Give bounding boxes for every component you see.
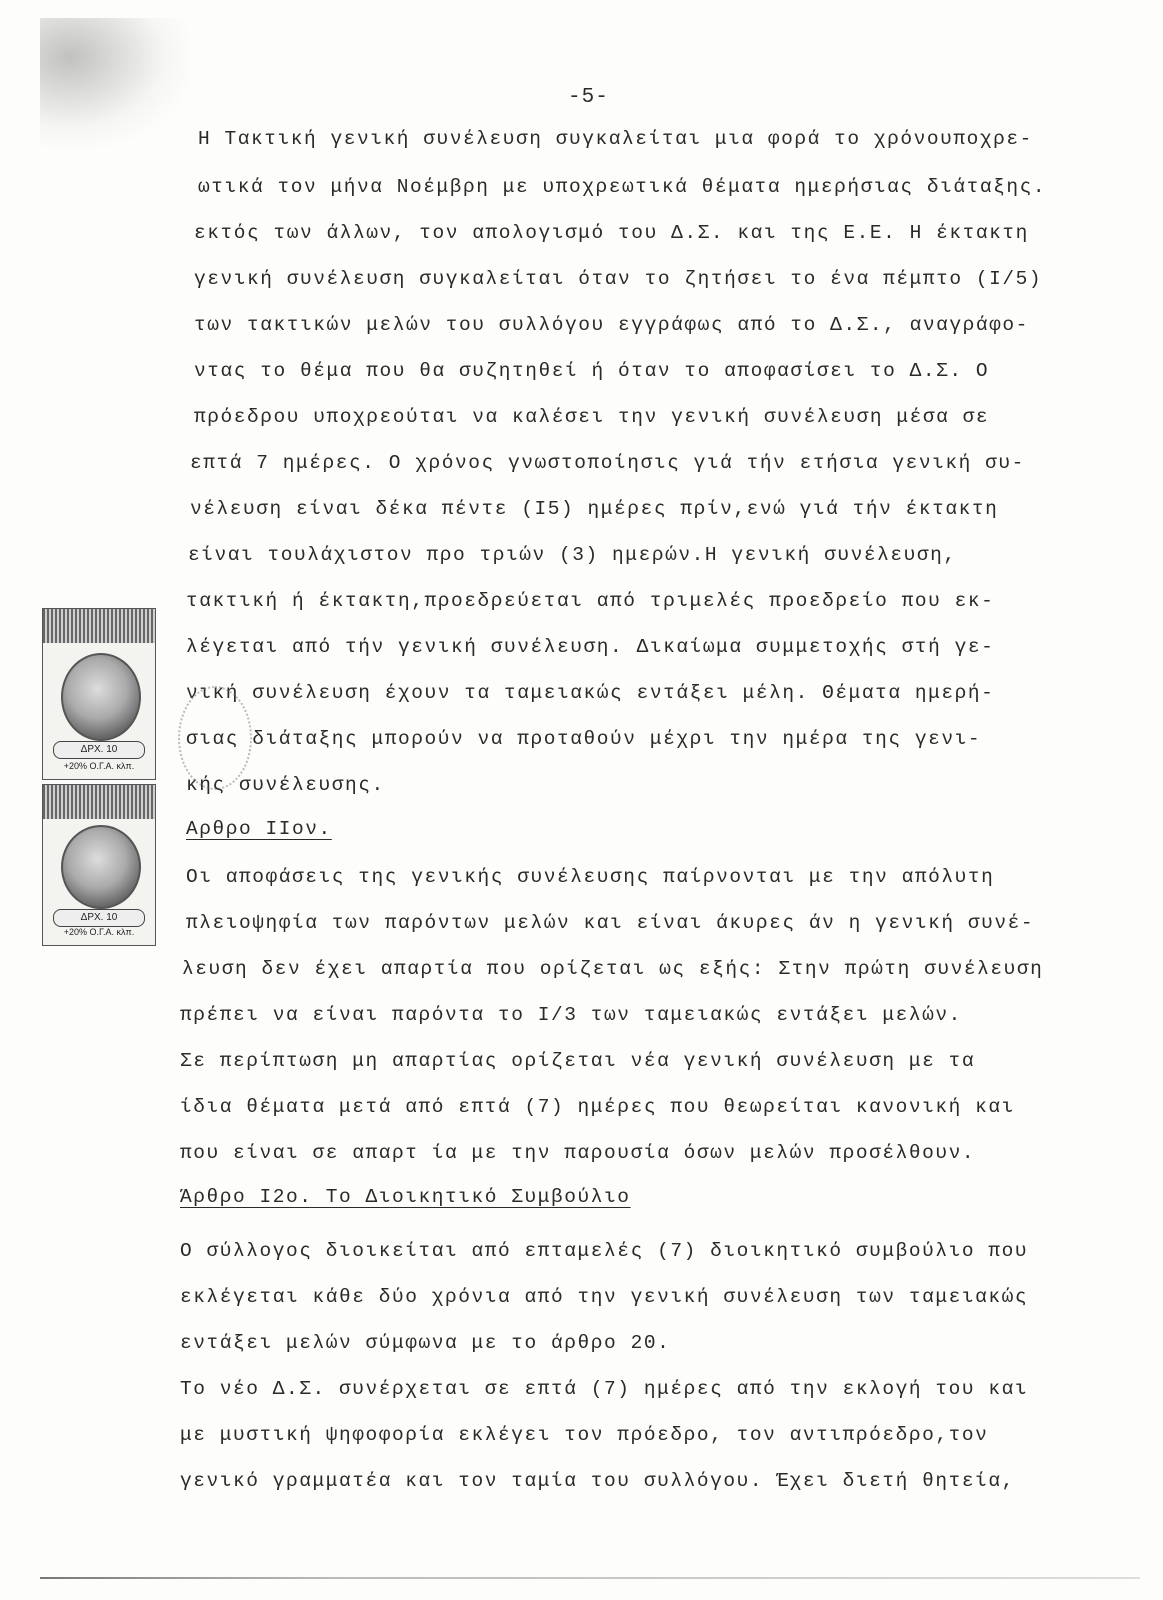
revenue-stamp-1 [42, 608, 156, 780]
text-line-27: εντάξει μελών σύμφωνα με το άρθρο 20. [180, 1332, 671, 1354]
stamp-header [43, 785, 155, 819]
text-line-17: Οι αποφάσεις της γενικής συνέλευσης παίρνονται με την απόλυτη [186, 866, 995, 888]
text-line-7: πρόεδρου υποχρεούται να καλέσει την γενική συνέλευση μέσα σε [194, 406, 990, 428]
text-line-15: κής συνέλευσης. [186, 774, 385, 796]
text-line-28: Το νέο Δ.Σ. συνέρχεται σε επτά (7) ημέρες από την εκλογή του και [180, 1378, 1029, 1400]
text-line-10: είναι τουλάχιστον προ τριών (3) ημερών.Η γενική συνέλευση, [188, 544, 957, 566]
stamp-value: ΔΡΧ. 10 [53, 741, 145, 759]
text-line-9: νέλευση είναι δέκα πέντε (Ι5) ημέρες πρίν,ενώ γιά τήν έκτακτη [190, 498, 999, 520]
article-12-heading: Άρθρο Ι2ο. Το Διοικητικό Συμβούλιο [180, 1186, 631, 1208]
text-line-19: λευση δεν έχει απαρτία που ορίζεται ως εξής: Στην πρώτη συνέλευση [182, 958, 1044, 980]
stamp-portrait [61, 653, 141, 741]
revenue-stamp-2 [42, 784, 156, 946]
stamp-note: +20% Ο.Γ.Α. κλπ. [63, 927, 135, 937]
text-line-8: επτά 7 ημέρες. Ο χρόνος γνωστοποίησις γιά τήν ετήσια γενική συ- [190, 452, 1025, 474]
article-11-heading: Αρθρο ΙΙον. [186, 818, 332, 840]
text-line-14: σιας διάταξης μπορούν να προταθούν μέχρι την ημέρα της γενι- [186, 728, 982, 750]
scan-shadow [40, 18, 190, 148]
text-line-22: ίδια θέματα μετά από επτά (7) ημέρες που θεωρείται κανονική και [180, 1096, 1015, 1118]
text-line-2: ωτικά τον μήνα Νοέμβρη με υποχρεωτικά θέματα ημερήσιας διάταξης. [198, 176, 1047, 198]
ink-seal [178, 686, 252, 790]
stamp-header [43, 609, 155, 643]
text-line-25: Ο σύλλογος διοικείται από επταμελές (7) διοικητικό συμβούλιο που [180, 1240, 1029, 1262]
text-line-20: πρέπει να είναι παρόντα το Ι/3 των ταμειακώς εντάξει μελών. [180, 1004, 962, 1026]
text-line-26: εκλέγεται κάθε δύο χρόνια από την γενική συνέλευση των ταμειακώς [180, 1286, 1029, 1308]
text-line-1: Η Τακτική γενική συνέλευση συγκαλείται μια φορά το χρόνουποχρε- [198, 128, 1033, 150]
text-line-13: νική συνέλευση έχουν τα ταμειακώς εντάξει μέλη. Θέματα ημερή- [186, 682, 995, 704]
text-line-11: τακτική ή έκτακτη,προεδρεύεται από τριμελές προεδρείο που εκ- [186, 590, 995, 612]
stamp-value: ΔΡΧ. 10 [53, 909, 145, 927]
stamp-portrait [61, 825, 141, 909]
text-line-3: εκτός των άλλων, τον απολογισμό του Δ.Σ. και της Ε.Ε. Η έκτακτη [194, 222, 1029, 244]
text-line-29: με μυστική ψηφοφορία εκλέγει τον πρόεδρο, τον αντιπρόεδρο,τον [180, 1424, 989, 1446]
text-line-23: που είναι σε απαρτ ία με την παρουσία όσων μελών προσέλθουν. [180, 1142, 976, 1164]
text-line-18: πλειοψηφία των παρόντων μελών και είναι άκυρες άν η γενική συνέ- [186, 912, 1035, 934]
text-line-21: Σε περίπτωση μη απαρτίας ορίζεται νέα γενική συνέλευση με τα [180, 1050, 976, 1072]
text-line-5: των τακτικών μελών του συλλόγου εγγράφως από το Δ.Σ., αναγράφο- [194, 314, 1029, 336]
stamp-note: +20% Ο.Γ.Α. κλπ. [63, 761, 135, 771]
page-number: -5- [568, 86, 609, 109]
text-line-4: γενική συνέλευση συγκαλείται όταν το ζητήσει το ένα πέμπτο (Ι/5) [194, 268, 1043, 290]
text-line-12: λέγεται από τήν γενική συνέλευση. Δικαίωμα συμμετοχής στή γε- [186, 636, 995, 658]
text-line-30: γενικό γραμματέα και τον ταμία του συλλόγου. Έχει διετή θητεία, [180, 1470, 1015, 1492]
page-bottom-edge [40, 1577, 1140, 1579]
text-line-6: ντας το θέμα που θα συζητηθεί ή όταν το αποφασίσει το Δ.Σ. Ο [194, 360, 990, 382]
